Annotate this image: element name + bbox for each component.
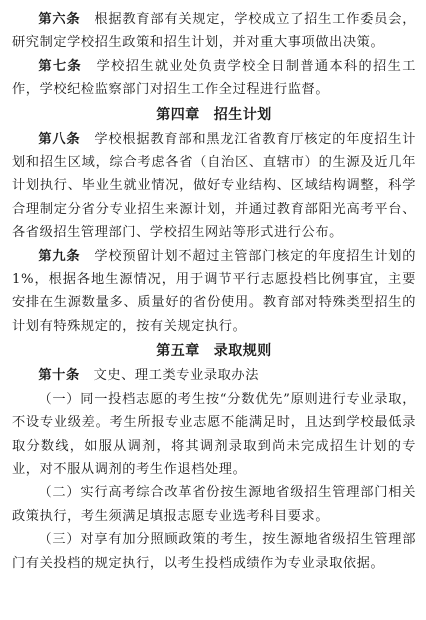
article-text: 文史、理工类专业录取办法 — [93, 368, 260, 384]
chapter-number: 第四章 — [156, 106, 200, 123]
article-10 — [12, 364, 416, 387]
rule-item-2 — [12, 481, 416, 528]
article-9 — [12, 245, 416, 339]
article-text: 学校招生就业处负责学校全日制普通本科的招生工作，学校纪检监察部门对招生工作全过程进行监督。 — [12, 58, 416, 98]
chapter-title: 招生计划 — [213, 106, 272, 123]
article-text: 学校预留计划不超过主管部门核定的年度招生计划的1%，根据各地生源情况，用于调节平行志愿投档比例事宜，主要安排在生源数量多、质量好的省份使用。教育部对特殊类型招生的计划有特殊规定的，按有关规定执行。 — [12, 248, 416, 334]
article-6 — [12, 8, 416, 55]
document-page — [12, 8, 416, 575]
rule-item-3 — [12, 528, 416, 575]
chapter-number: 第五章 — [156, 343, 200, 360]
article-label: 第八条 — [38, 131, 81, 147]
rule-text: （三）对享有加分照顾政策的考生，按生源地省级招生管理部门有关投档的规定执行，以考生投档成绩作为专业录取依据。 — [12, 532, 416, 571]
article-label: 第九条 — [38, 248, 81, 264]
article-label: 第六条 — [38, 12, 81, 27]
article-label: 第十条 — [38, 368, 80, 384]
chapter-4-heading — [12, 103, 416, 127]
article-label: 第七条 — [38, 58, 83, 74]
article-8 — [12, 128, 416, 245]
rule-item-1 — [12, 388, 416, 482]
article-text: 根据教育部有关规定，学校成立了招生工作委员会，研究制定学校招生政策和招生计划，并对重大事项做出决策。 — [12, 12, 416, 51]
rule-text: （二）实行高考综合改革省份按生源地省级招生管理部门相关政策执行，考生须满足填报志愿专业选考科目要求。 — [12, 485, 416, 524]
chapter-title: 录取规则 — [213, 343, 272, 360]
chapter-5-heading — [12, 339, 416, 363]
article-text: 学校根据教育部和黑龙江省教育厅核定的年度招生计划和招生区域，综合考虑各省（自治区、直辖市）的生源及近几年计划执行、毕业生就业情况，做好专业结构、区域结构调整，科学合理制定分省分专业招生来源计划，并通过教育部阳光高考平台、各省级招生管理部门、学校招生网站等形式进行公布。 — [12, 131, 416, 241]
article-7 — [12, 55, 416, 102]
rule-text: （一）同一投档志愿的考生按“分数优先”原则进行专业录取，不设专业级差。考生所报专业志愿不能满足时，且达到学校最低录取分数线，如服从调剂，将其调剂录取到尚未完成招生计划的专业，对不服从调剂的考生作退档处理。 — [12, 391, 416, 477]
